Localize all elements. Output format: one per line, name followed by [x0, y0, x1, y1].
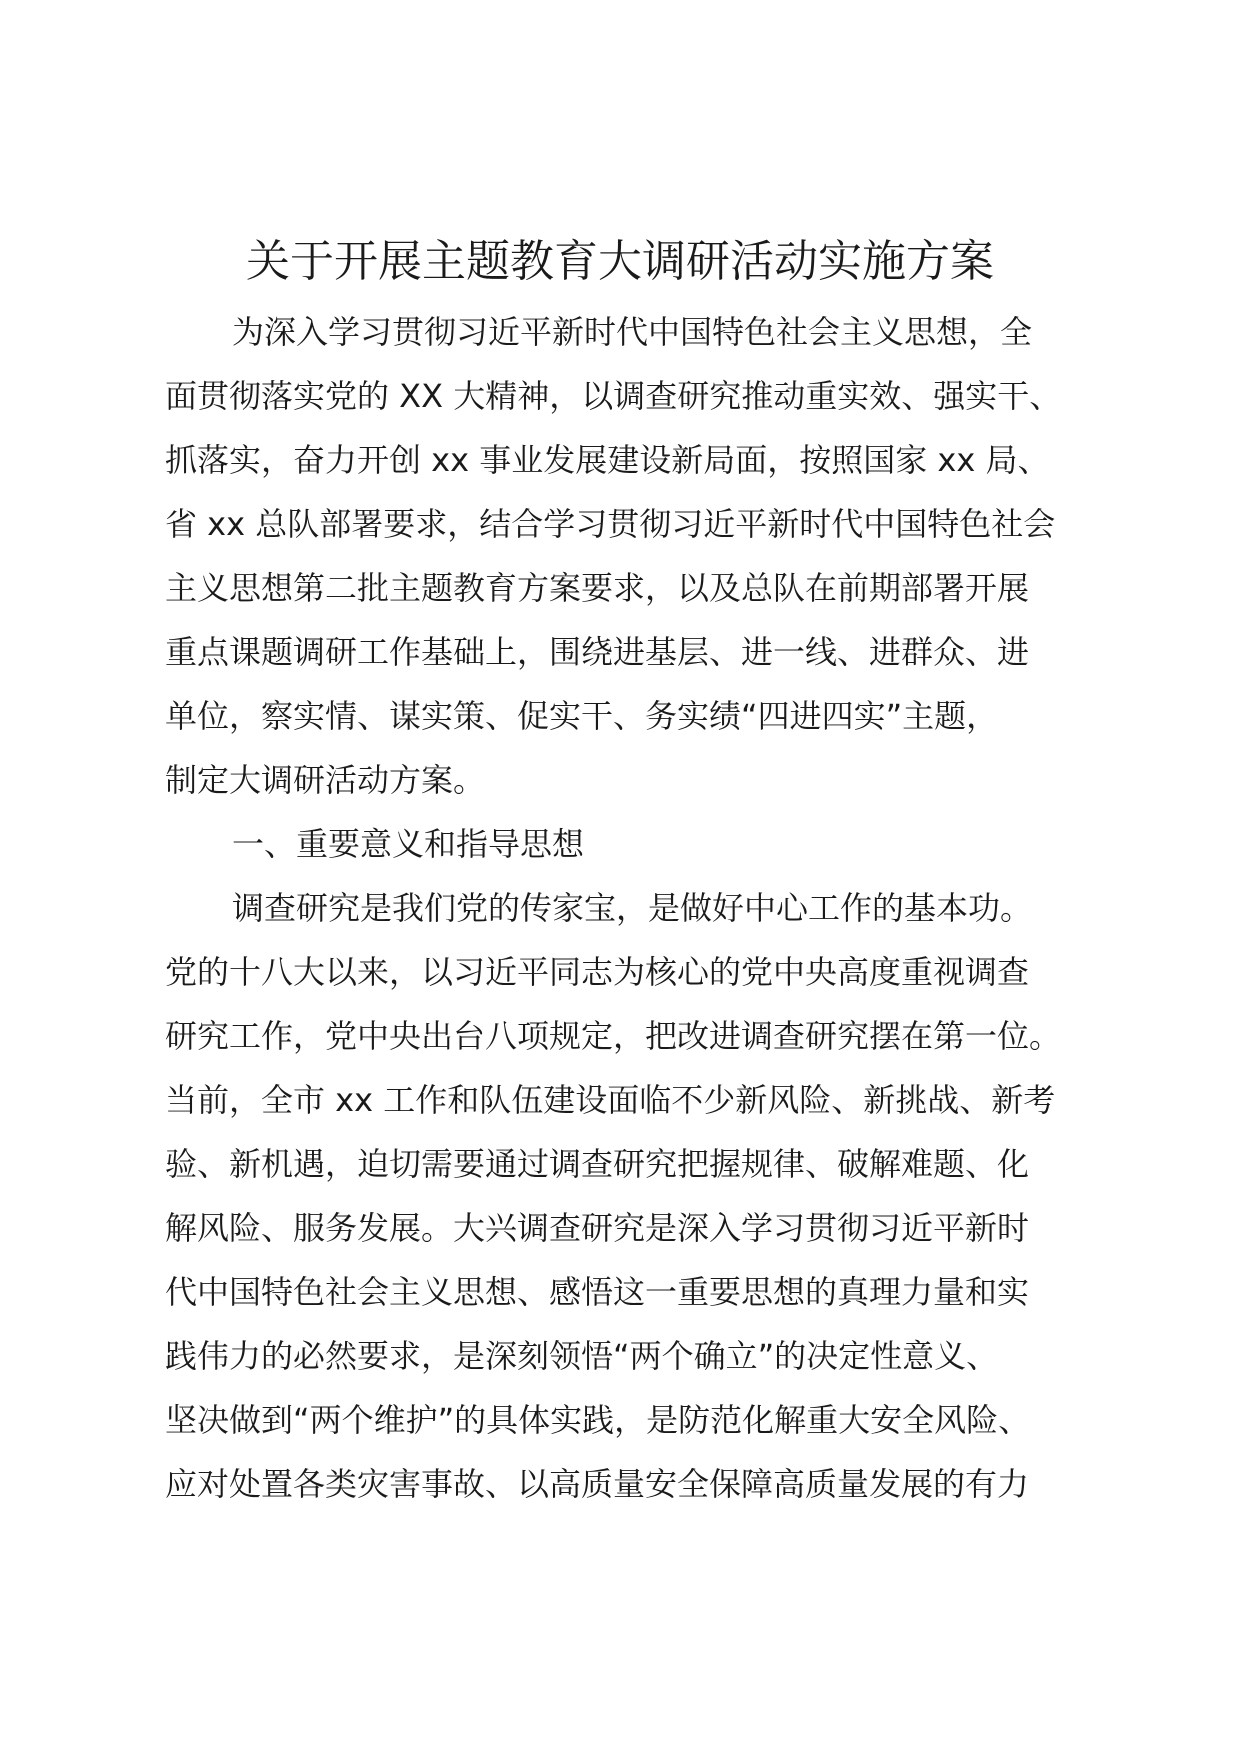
- paragraph-line: 省 xx 总队部署要求，结合学习贯彻习近平新时代中国特色社会: [165, 505, 1056, 543]
- paragraph-line: 当前，全市 xx 工作和队伍建设面临不少新风险、新挑战、新考: [165, 1081, 1056, 1119]
- paragraph-line: 代中国特色社会主义思想、感悟这一重要思想的真理力量和实: [165, 1273, 1030, 1311]
- paragraph-line: 党的十八大以来，以习近平同志为核心的党中央高度重视调查: [165, 953, 1030, 991]
- paragraph-line: 坚决做到“两个维护”的具体实践，是防范化解重大安全风险、: [165, 1401, 1031, 1439]
- paragraph-line: 验、新机遇，迫切需要通过调查研究把握规律、破解难题、化: [165, 1145, 1030, 1183]
- paragraph-line: 应对处置各类灾害事故、以高质量安全保障高质量发展的有力: [165, 1465, 1030, 1503]
- paragraph-line: 为深入学习贯彻习近平新时代中国特色社会主义思想，全: [232, 313, 1033, 351]
- paragraph-line: 践伟力的必然要求，是深刻领悟“两个确立”的决定性意义、: [165, 1337, 999, 1375]
- section-heading: 一、重要意义和指导思想: [232, 825, 585, 863]
- paragraph-line: 重点课题调研工作基础上，围绕进基层、进一线、进群众、进: [165, 633, 1030, 671]
- paragraph-line: 抓落实，奋力开创 xx 事业发展建设新局面，按照国家 xx 局、: [165, 441, 1050, 479]
- paragraph-line: 面贯彻落实党的 XX 大精神，以调查研究推动重实效、强实干、: [165, 377, 1062, 415]
- paragraph-line: 调查研究是我们党的传家宝，是做好中心工作的基本功。: [232, 889, 1033, 927]
- document-title: 关于开展主题教育大调研活动实施方案: [246, 236, 994, 287]
- paragraph-line: 解风险、服务发展。大兴调查研究是深入学习贯彻习近平新时: [165, 1209, 1030, 1247]
- paragraph-line: 主义思想第二批主题教育方案要求，以及总队在前期部署开展: [165, 569, 1030, 607]
- paragraph-line: 制定大调研活动方案。: [165, 761, 486, 799]
- paragraph-line: 研究工作，党中央出台八项规定，把改进调查研究摆在第一位。: [165, 1017, 1062, 1055]
- paragraph-line: 单位，察实情、谋实策、促实干、务实绩“四进四实”主题，: [165, 697, 999, 735]
